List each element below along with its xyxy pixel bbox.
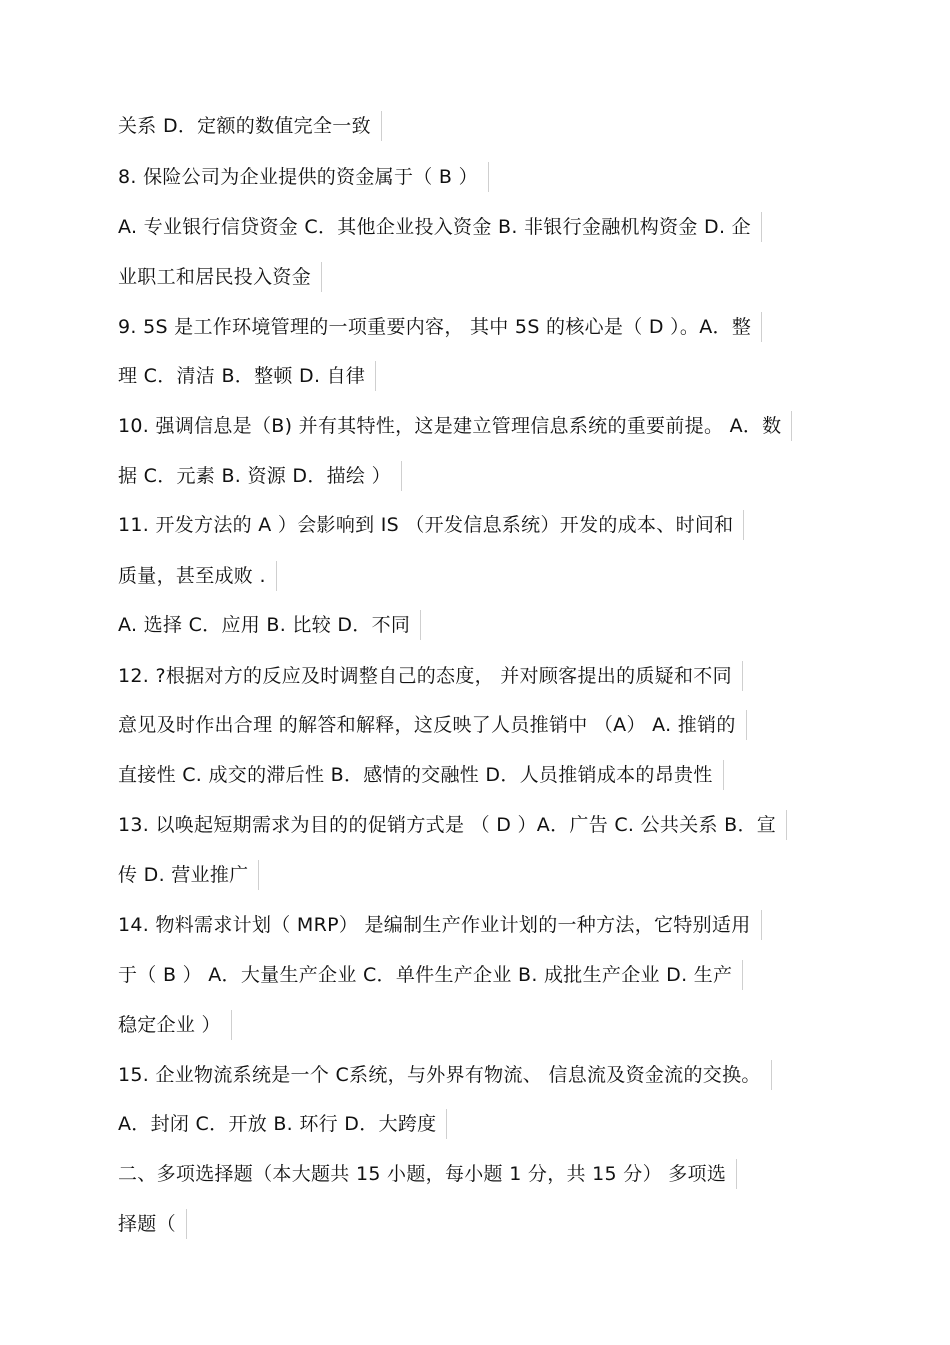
text-line: 稳定企业 ） [118,1010,232,1040]
text-line: 业职工和居民投入资金 [118,262,322,292]
text-line: 二、多项选择题（本大题共 15 小题，每小题 1 分，共 15 分） 多项选 [118,1159,737,1189]
text-line: 质量，甚至成败 . [118,561,277,591]
text-line: 12. ?根据对方的反应及时调整自己的态度， 并对顾客提出的质疑和不同 [118,661,743,691]
text-line: 关系 D．定额的数值完全一致 [118,111,382,141]
text-line: 14. 物料需求计划（ MRP） 是编制生产作业计划的一种方法，它特别适用 [118,910,762,940]
text-line: 13. 以唤起短期需求为目的的促销方式是 （ D ）A．广告 C. 公共关系 B．宣 [118,810,787,840]
text-line: 择题（ [118,1209,187,1239]
text-line: 理 C．清洁 B．整顿 D. 自律 [118,361,376,391]
text-line: 10. 强调信息是（B) 并有其特性，这是建立管理信息系统的重要前提。 A．数 [118,411,792,441]
text-line: 意见及时作出合理 的解答和解释，这反映了人员推销中 （A） A. 推销的 [118,710,747,740]
text-line: 11. 开发方法的 A ）会影响到 IS （开发信息系统）开发的成本、时间和 [118,510,744,540]
text-line: 9. 5S 是工作环境管理的一项重要内容， 其中 5S 的核心是（ D ）。A．整 [118,312,762,342]
text-line: A. 选择 C．应用 B. 比较 D．不同 [118,610,421,640]
text-line: 15. 企业物流系统是一个 C系统，与外界有物流、 信息流及资金流的交换。 [118,1060,772,1090]
text-line: 于（ B ） A．大量生产企业 C．单件生产企业 B. 成批生产企业 D. 生产 [118,960,743,990]
text-line: 传 D. 营业推广 [118,860,259,890]
text-line: 直接性 C. 成交的滞后性 B．感情的交融性 D．人员推销成本的昂贵性 [118,760,724,790]
text-line: 8. 保险公司为企业提供的资金属于（ B ） [118,162,489,192]
text-line: A. 专业银行信贷资金 C．其他企业投入资金 B. 非银行金融机构资金 D. 企 [118,212,762,242]
text-line: 据 C．元素 B. 资源 D．描绘 ） [118,461,402,491]
text-line: A．封闭 C．开放 B. 环行 D．大跨度 [118,1109,447,1139]
